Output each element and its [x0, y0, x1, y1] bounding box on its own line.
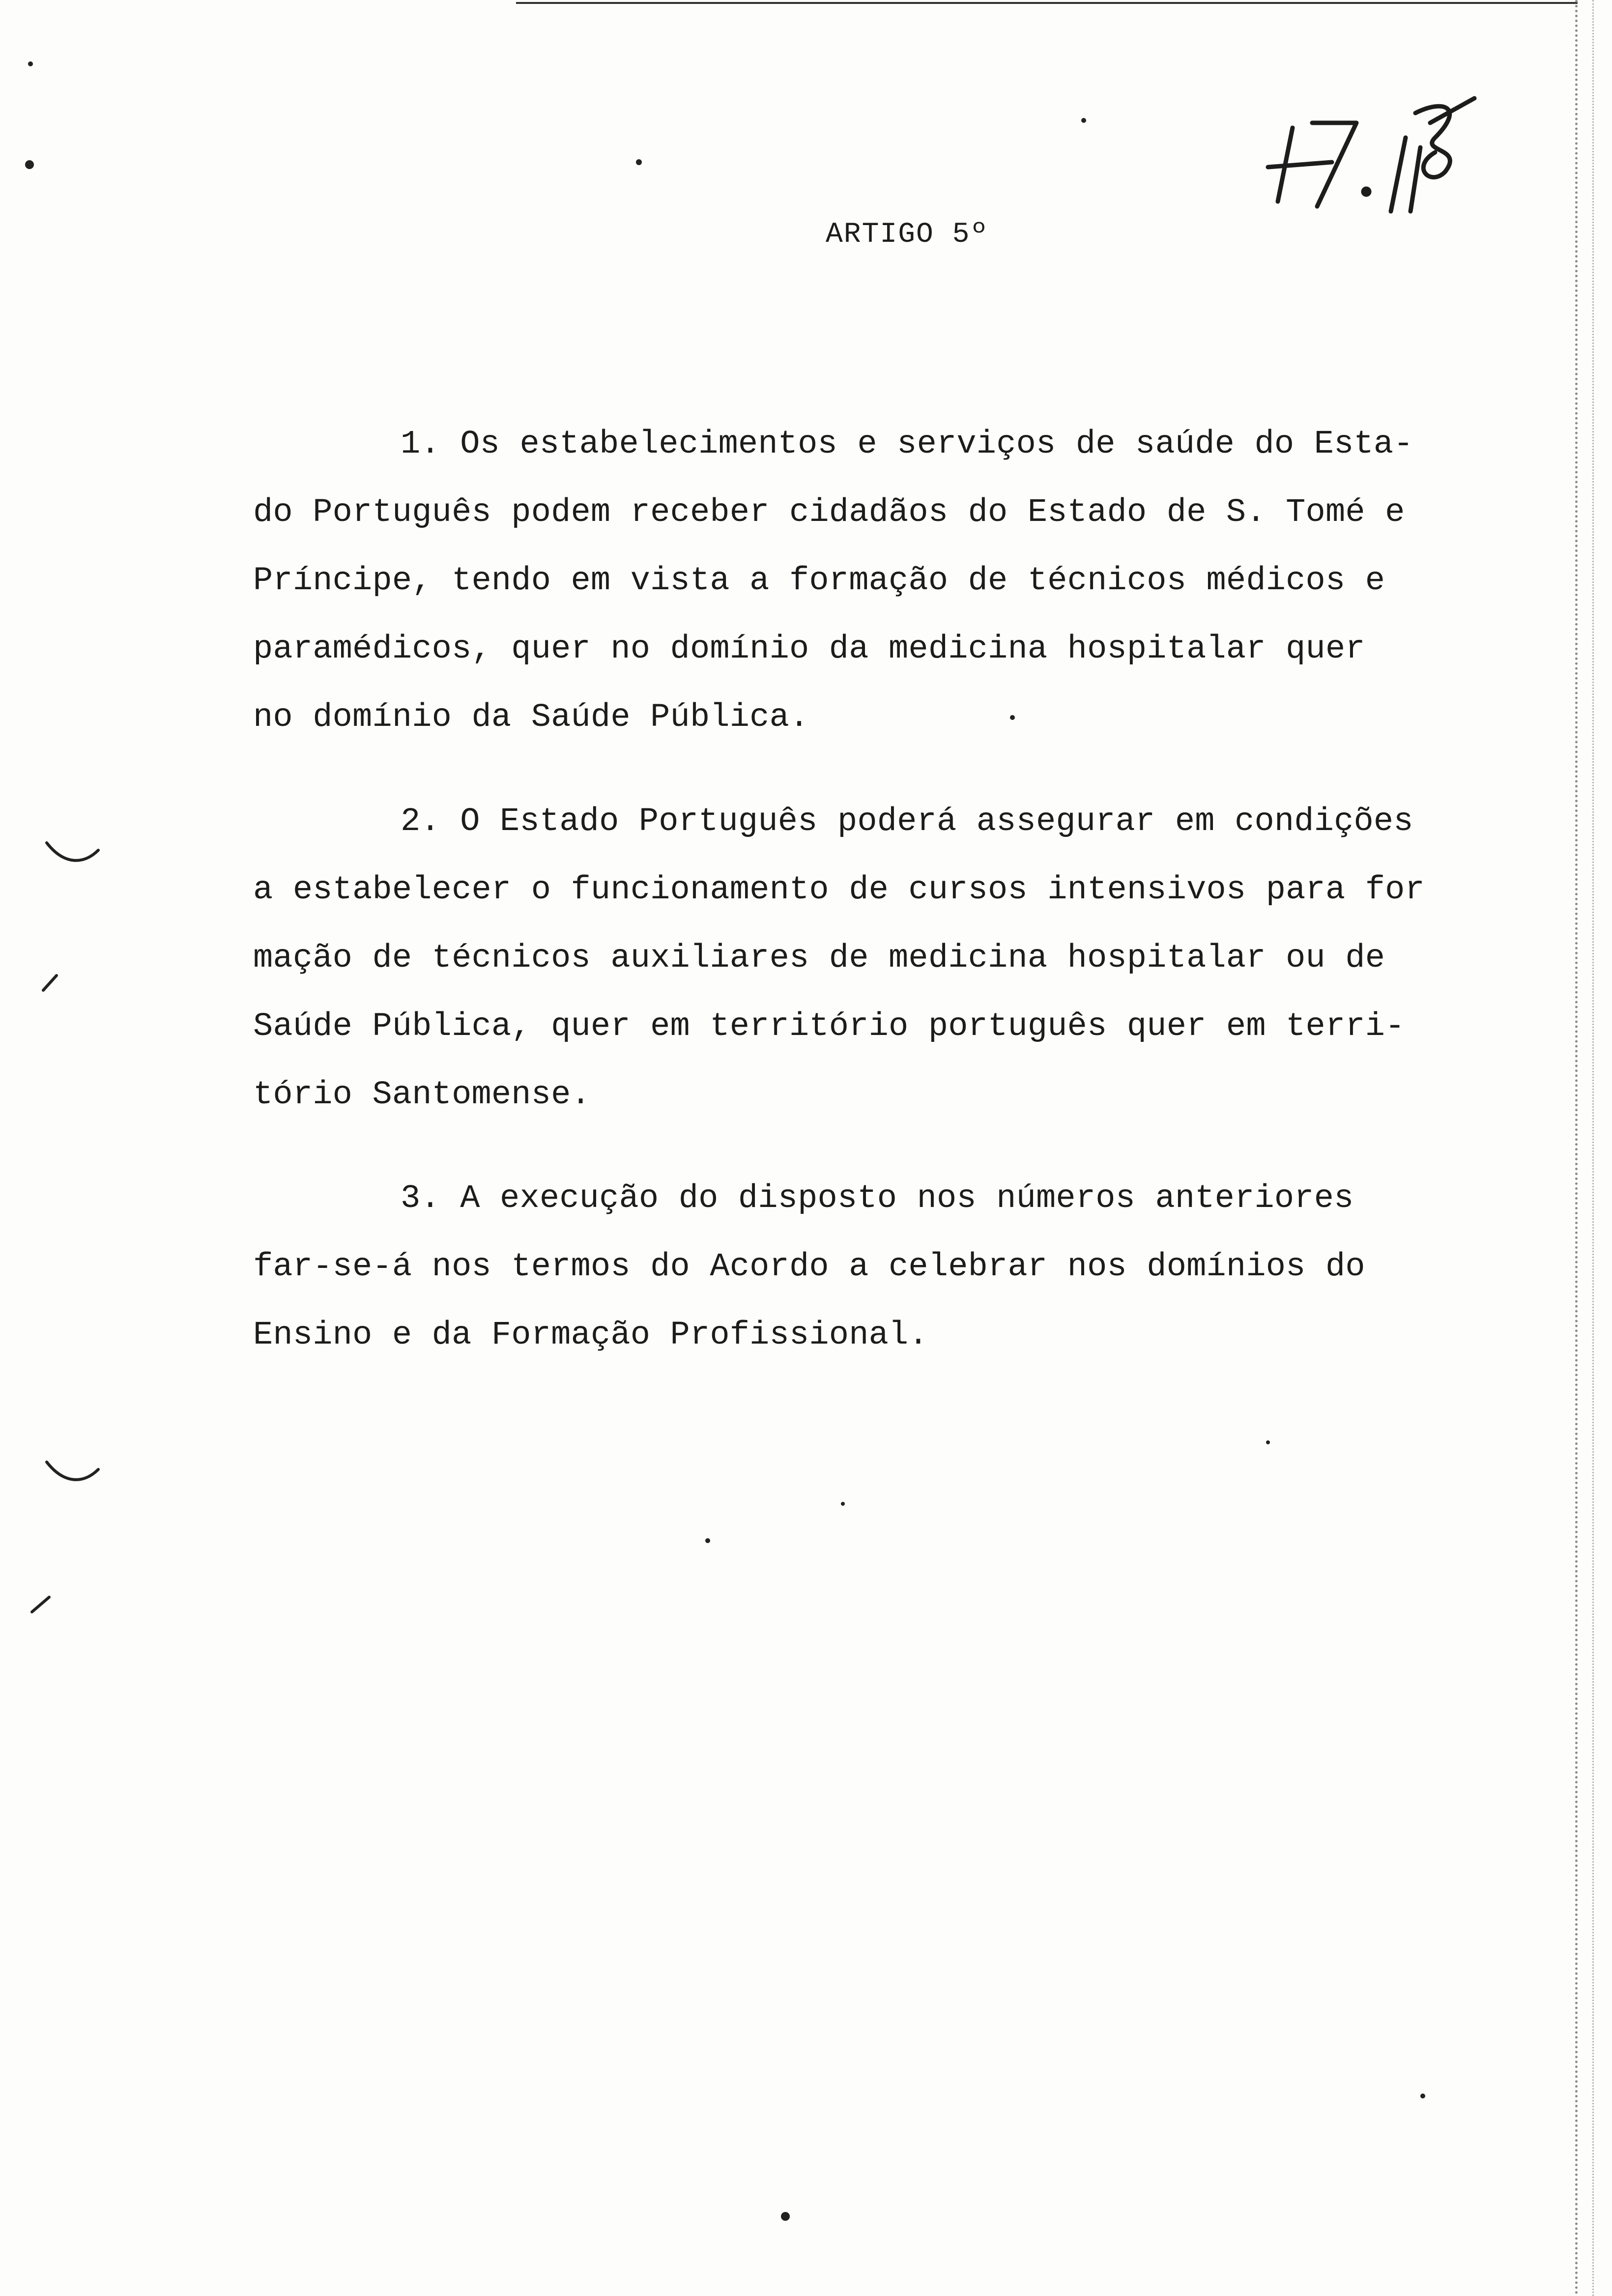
paragraph-line: Príncipe, tendo em vista a formação de técnicos médicos e — [253, 562, 1385, 600]
top-edge-rule — [516, 2, 1578, 4]
margin-hole-mark — [47, 1462, 98, 1480]
scan-speck — [1266, 1440, 1270, 1444]
paragraph-line: tório Santomense. — [253, 1076, 591, 1114]
paragraph-line: 1. Os estabelecimentos e serviços de saúde do Esta- — [401, 426, 1413, 463]
paragraph-line: 2. O Estado Português poderá assegurar em condições — [401, 803, 1413, 840]
paragraph-line: far-se-á nos termos do Acordo a celebrar nos domínios do — [253, 1248, 1365, 1286]
paragraph-2 — [253, 788, 1501, 1129]
paragraph-line: no domínio da Saúde Pública. — [253, 699, 809, 736]
paragraph-line: 3. A execução do disposto nos números anteriores — [401, 1180, 1354, 1217]
paragraph-line: do Português podem receber cidadãos do Estado de S. Tomé e — [253, 494, 1405, 531]
scan-speck — [1420, 2094, 1425, 2098]
paragraph-line: paramédicos, quer no domínio da medicina hospitalar quer — [253, 631, 1365, 668]
scan-speck — [28, 61, 33, 66]
margin-hole-mark — [47, 843, 98, 861]
paragraph-line: Ensino e da Formação Profissional. — [253, 1317, 928, 1354]
handwritten-folio-number — [1258, 93, 1504, 241]
right-edge-binding-dots — [1575, 0, 1578, 2296]
folio-handwriting-icon — [1258, 93, 1504, 241]
paragraph-1 — [253, 410, 1501, 752]
paragraph-line: Saúde Pública, quer em território português quer em terri- — [253, 1008, 1405, 1045]
scan-speck — [705, 1538, 710, 1543]
right-edge-binding-dots-outer — [1592, 0, 1594, 2296]
paragraph-3 — [253, 1165, 1501, 1370]
margin-tick-mark — [32, 1597, 49, 1612]
paragraph-line: a estabelecer o funcionamento de cursos intensivos para for — [253, 871, 1425, 909]
scan-speck — [25, 160, 34, 169]
scan-speck — [1081, 118, 1086, 123]
margin-tick-mark — [43, 976, 57, 990]
scan-speck — [636, 159, 642, 165]
scan-speck — [781, 2212, 790, 2221]
paragraph-line: mação de técnicos auxiliares de medicina hospitalar ou de — [253, 940, 1385, 977]
article-heading: ARTIGO 5º — [826, 219, 989, 251]
scan-speck — [841, 1502, 845, 1506]
